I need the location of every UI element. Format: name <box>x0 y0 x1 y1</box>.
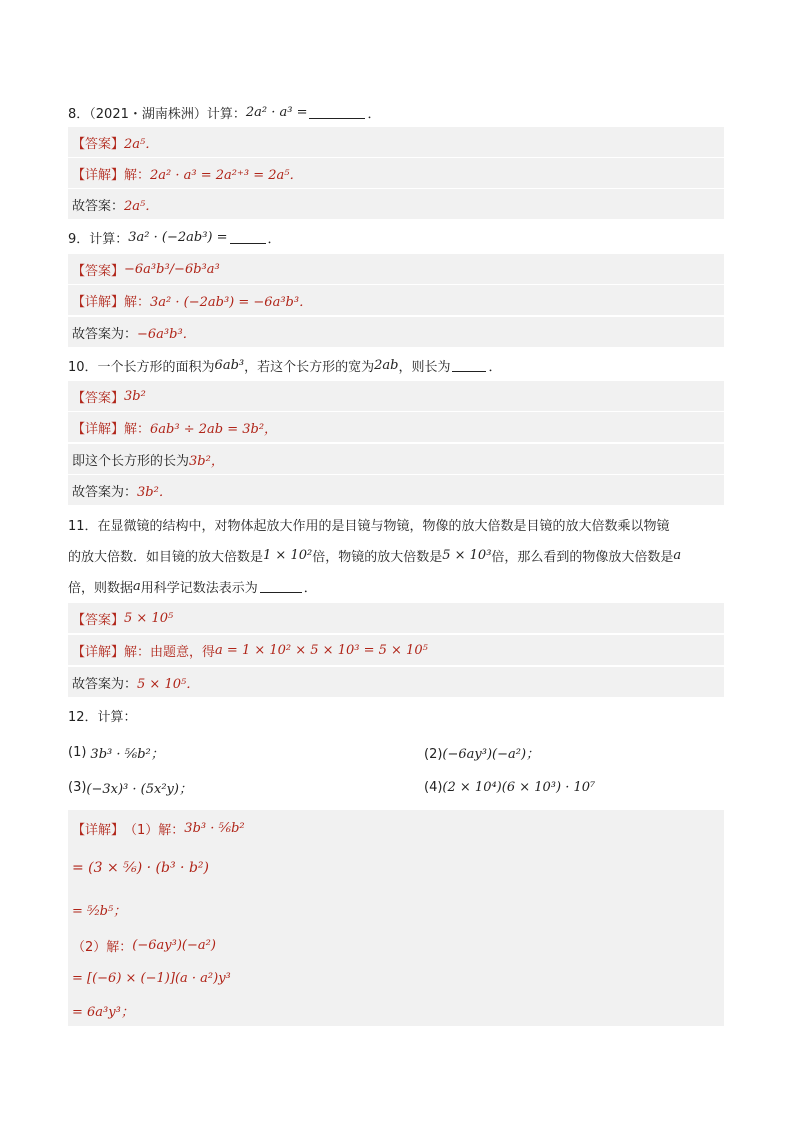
detail-9-expr: 3a² · (−2ab³) = −6a³b³． <box>150 294 313 310</box>
part-4-expr: (2 × 10⁴)(6 × 10³) · 10⁷ <box>442 779 596 795</box>
detail-12-s1-step2 <box>68 890 724 928</box>
answer-10-value: 3b² <box>124 388 146 404</box>
part-3-expr: (−3x)³ · (5x²y)； <box>86 781 192 797</box>
detail-10-line2 <box>68 444 724 474</box>
detail-10-prefix: 解： <box>124 421 151 437</box>
final-8-prefix: 故答案： <box>72 198 125 214</box>
final-10-value: 3b²． <box>137 484 172 500</box>
final-11-value: 5 × 10⁵． <box>137 676 200 692</box>
final-8 <box>68 189 724 219</box>
detail-12-s1-step1 <box>68 846 724 890</box>
question-10-expr-a: 6ab³ <box>214 357 245 373</box>
answer-8 <box>68 127 724 157</box>
detail-11-expr: a = 1 × 10² × 5 × 10³ = 5 × 10⁵ <box>215 642 428 658</box>
question-10-suffix: ． <box>488 359 502 375</box>
question-11-line3 <box>68 571 724 601</box>
question-12-row2 <box>68 772 724 802</box>
answer-11-value: 5 × 10⁵ <box>124 610 174 626</box>
detail-12-s2-step2-expr: = 6a³y³； <box>72 1004 134 1020</box>
answer-tag: 【答案】 <box>72 263 125 279</box>
part-4 <box>424 780 595 795</box>
question-8 <box>68 97 724 127</box>
question-10 <box>68 350 724 380</box>
part-2 <box>424 743 539 762</box>
question-11-expr-1: 1 × 10² <box>263 547 313 563</box>
final-9-value: −6a³b³． <box>137 326 196 342</box>
question-9-prefix: 9．计算： <box>68 231 129 247</box>
answer-blank <box>260 580 302 593</box>
detail-9 <box>68 285 724 315</box>
detail-8-prefix: 解： <box>124 167 151 183</box>
answer-blank <box>309 106 365 119</box>
question-11-text-2b: 倍，物镜的放大倍数是 <box>312 549 443 565</box>
detail-tag: 【详解】 <box>72 644 125 660</box>
question-11-expr-2: 5 × 10³ <box>442 547 492 563</box>
question-10-text-a: 10．一个长方形的面积为 <box>68 359 215 375</box>
detail-10 <box>68 412 724 442</box>
part-1-expr: 3b³ · ⁵⁄₆b²； <box>90 746 164 762</box>
final-9-prefix: 故答案为： <box>72 326 138 342</box>
part-2-expr: (−6ay³)(−a²)； <box>442 746 540 762</box>
answer-blank <box>452 359 486 372</box>
detail-12-s2-step1 <box>68 962 724 994</box>
question-11-text-2c: 倍，那么看到的物像放大倍数是 <box>491 549 674 565</box>
question-8-expr: 2a² · a³ = <box>245 104 308 120</box>
answer-tag: 【答案】 <box>72 390 125 406</box>
detail-12-part1 <box>68 810 724 846</box>
question-11-expr-3: a <box>673 547 682 563</box>
detail-10-expr: 6ab³ ÷ 2ab = 3b²， <box>150 421 278 437</box>
question-11-suffix: ． <box>303 580 317 596</box>
detail-12-s2-step1-expr: = [(−6) × (−1)](a · a²)y³ <box>72 970 231 986</box>
question-10-text-b: ，若这个长方形的宽为 <box>244 359 375 375</box>
detail-8-expr: 2a² · a³ = 2a²⁺³ = 2a⁵． <box>150 167 303 183</box>
answer-9 <box>68 254 724 284</box>
answer-11 <box>68 603 724 633</box>
detail-12-s1-label: （1）解： <box>124 822 185 838</box>
detail-12-s1-expr: 3b³ · ⁵⁄₆b² <box>184 820 245 836</box>
detail-tag: 【详解】 <box>72 167 125 183</box>
part-3-label: (3) <box>68 779 87 795</box>
question-9-expr: 3a² · (−2ab³) = <box>128 229 228 245</box>
answer-8-value: 2a⁵． <box>124 136 159 152</box>
part-2-label: (2) <box>424 746 443 762</box>
detail-11 <box>68 635 724 665</box>
final-11 <box>68 667 724 697</box>
detail-12-s2-label: （2）解： <box>72 939 133 955</box>
question-9 <box>68 222 724 252</box>
detail-10-line2-text: 即这个长方形的长为 <box>72 453 190 469</box>
answer-tag: 【答案】 <box>72 612 125 628</box>
answer-tag: 【答案】 <box>72 136 125 152</box>
detail-tag: 【详解】 <box>72 822 125 838</box>
answer-blank <box>230 231 266 244</box>
part-1-label: (1) <box>68 744 87 760</box>
question-11-text-2a: 的放大倍数．如目镜的放大倍数是 <box>68 549 264 565</box>
question-12-row1 <box>68 737 724 767</box>
detail-12-part2 <box>68 928 724 962</box>
detail-12-s2-step2 <box>68 994 724 1026</box>
question-11-line2 <box>68 540 724 570</box>
detail-10-line2-expr: 3b²， <box>189 453 224 469</box>
question-12-title-text: 12．计算： <box>68 709 137 725</box>
answer-9-value: −6a³b³/−6b³a³ <box>124 261 220 277</box>
detail-tag: 【详解】 <box>72 421 125 437</box>
question-12-title <box>68 700 724 730</box>
question-11-text-3a: 倍，则数据 <box>68 580 134 596</box>
question-10-expr-b: 2ab <box>374 357 399 373</box>
detail-12-s2-expr: (−6ay³)(−a²) <box>132 937 216 953</box>
detail-9-prefix: 解： <box>124 294 151 310</box>
question-11-line1 <box>68 509 724 539</box>
question-11-text-3b: 用科学记数法表示为 <box>140 580 258 596</box>
detail-11-prefix: 解：由题意，得 <box>124 644 216 660</box>
question-9-suffix: ． <box>267 231 281 247</box>
detail-12-s1-step1-expr: = (3 × ⁵⁄₆) · (b³ · b²) <box>72 860 209 876</box>
detail-12-s1-step2-expr: = ⁵⁄₂b⁵； <box>72 903 127 919</box>
final-10-prefix: 故答案为： <box>72 484 138 500</box>
part-4-label: (4) <box>424 779 443 795</box>
detail-tag: 【详解】 <box>72 294 125 310</box>
question-10-text-c: ，则长为 <box>398 359 451 375</box>
final-11-prefix: 故答案为： <box>72 676 138 692</box>
final-9 <box>68 317 724 347</box>
detail-8 <box>68 158 724 188</box>
question-8-prefix: 8．（2021・湖南株洲）计算： <box>68 106 246 122</box>
final-10 <box>68 475 724 505</box>
final-8-value: 2a⁵． <box>124 198 159 214</box>
question-11-text-1: 11．在显微镜的结构中，对物体起放大作用的是目镜与物镜，物像的放大倍数是目镜的放大倍数乘以物镜 <box>68 518 670 534</box>
question-8-suffix: ． <box>367 106 381 122</box>
answer-10 <box>68 381 724 411</box>
question-11-expr-4: a <box>133 578 141 594</box>
